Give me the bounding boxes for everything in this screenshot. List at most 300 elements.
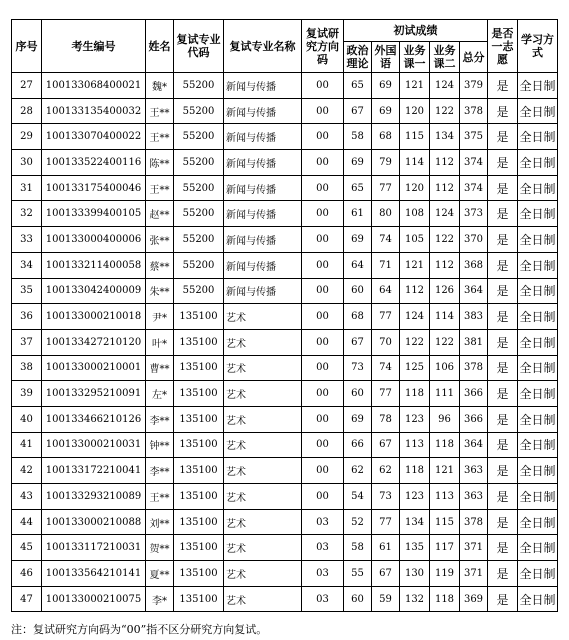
foreign-lang-score-cell: 74 bbox=[372, 227, 400, 253]
table-row bbox=[12, 432, 558, 458]
foreign-lang-score-cell: 70 bbox=[372, 329, 400, 355]
major-code-cell: 135100 bbox=[174, 509, 224, 535]
course1-score-cell: 123 bbox=[400, 406, 430, 432]
name-cell: 李** bbox=[146, 406, 174, 432]
direction-code-cell: 00 bbox=[302, 73, 344, 99]
total-score-cell: 366 bbox=[460, 381, 488, 407]
table-row bbox=[12, 98, 558, 124]
foreign-lang-score-cell: 67 bbox=[372, 561, 400, 587]
header-major-code: 复试专业代码 bbox=[174, 20, 224, 73]
politics-score-cell: 69 bbox=[344, 227, 372, 253]
politics-score-cell: 68 bbox=[344, 304, 372, 330]
course2-score-cell: 111 bbox=[430, 381, 460, 407]
study-mode-cell: 全日制 bbox=[518, 304, 558, 330]
course1-score-cell: 123 bbox=[400, 484, 430, 510]
major-code-cell: 135100 bbox=[174, 561, 224, 587]
direction-code-cell: 00 bbox=[302, 201, 344, 227]
total-score-cell: 383 bbox=[460, 304, 488, 330]
study-mode-cell: 全日制 bbox=[518, 484, 558, 510]
study-mode-cell: 全日制 bbox=[518, 278, 558, 304]
foreign-lang-score-cell: 74 bbox=[372, 355, 400, 381]
direction-code-cell: 00 bbox=[302, 406, 344, 432]
study-mode-cell: 全日制 bbox=[518, 535, 558, 561]
politics-score-cell: 60 bbox=[344, 381, 372, 407]
direction-code-cell: 00 bbox=[302, 150, 344, 176]
major-name-cell: 艺术 bbox=[224, 381, 302, 407]
course2-score-cell: 115 bbox=[430, 509, 460, 535]
politics-score-cell: 58 bbox=[344, 535, 372, 561]
major-name-cell: 艺术 bbox=[224, 458, 302, 484]
table-header bbox=[12, 20, 558, 73]
course2-score-cell: 134 bbox=[430, 124, 460, 150]
table-row bbox=[12, 278, 558, 304]
study-mode-cell: 全日制 bbox=[518, 73, 558, 99]
table-row bbox=[12, 484, 558, 510]
politics-score-cell: 55 bbox=[344, 561, 372, 587]
foreign-lang-score-cell: 79 bbox=[372, 150, 400, 176]
study-mode-cell: 全日制 bbox=[518, 98, 558, 124]
exam-id-cell: 100133000400006 bbox=[42, 227, 146, 253]
total-score-cell: 375 bbox=[460, 124, 488, 150]
course1-score-cell: 115 bbox=[400, 124, 430, 150]
major-code-cell: 55200 bbox=[174, 150, 224, 176]
course1-score-cell: 121 bbox=[400, 73, 430, 99]
exam-id-cell: 100133000210088 bbox=[42, 509, 146, 535]
seq-cell: 41 bbox=[12, 432, 42, 458]
name-cell: 李** bbox=[146, 458, 174, 484]
study-mode-cell: 全日制 bbox=[518, 175, 558, 201]
study-mode-cell: 全日制 bbox=[518, 509, 558, 535]
course1-score-cell: 114 bbox=[400, 150, 430, 176]
header-seq: 序号 bbox=[12, 20, 42, 73]
name-cell: 魏* bbox=[146, 73, 174, 99]
total-score-cell: 373 bbox=[460, 201, 488, 227]
direction-code-cell: 03 bbox=[302, 586, 344, 612]
direction-code-cell: 00 bbox=[302, 381, 344, 407]
seq-cell: 47 bbox=[12, 586, 42, 612]
table-row bbox=[12, 252, 558, 278]
table-row bbox=[12, 381, 558, 407]
direction-code-cell: 00 bbox=[302, 227, 344, 253]
course1-score-cell: 120 bbox=[400, 98, 430, 124]
first-choice-cell: 是 bbox=[488, 124, 518, 150]
direction-code-cell: 00 bbox=[302, 252, 344, 278]
major-code-cell: 135100 bbox=[174, 535, 224, 561]
course2-score-cell: 118 bbox=[430, 432, 460, 458]
exam-id-cell: 100133175400046 bbox=[42, 175, 146, 201]
exam-id-cell: 100133000210031 bbox=[42, 432, 146, 458]
table-row bbox=[12, 304, 558, 330]
table-row bbox=[12, 227, 558, 253]
foreign-lang-score-cell: 62 bbox=[372, 458, 400, 484]
name-cell: 夏** bbox=[146, 561, 174, 587]
direction-code-cell: 00 bbox=[302, 484, 344, 510]
major-code-cell: 55200 bbox=[174, 124, 224, 150]
course1-score-cell: 105 bbox=[400, 227, 430, 253]
first-choice-cell: 是 bbox=[488, 458, 518, 484]
major-name-cell: 新闻与传播 bbox=[224, 175, 302, 201]
header-course1: 业务课一 bbox=[400, 42, 430, 73]
study-mode-cell: 全日制 bbox=[518, 201, 558, 227]
foreign-lang-score-cell: 77 bbox=[372, 175, 400, 201]
table-row bbox=[12, 355, 558, 381]
course1-score-cell: 130 bbox=[400, 561, 430, 587]
foreign-lang-score-cell: 71 bbox=[372, 252, 400, 278]
seq-cell: 32 bbox=[12, 201, 42, 227]
foreign-lang-score-cell: 69 bbox=[372, 73, 400, 99]
score-table bbox=[11, 19, 558, 612]
foreign-lang-score-cell: 77 bbox=[372, 381, 400, 407]
course1-score-cell: 112 bbox=[400, 278, 430, 304]
total-score-cell: 369 bbox=[460, 586, 488, 612]
course2-score-cell: 112 bbox=[430, 175, 460, 201]
course1-score-cell: 125 bbox=[400, 355, 430, 381]
name-cell: 王** bbox=[146, 484, 174, 510]
name-cell: 王** bbox=[146, 175, 174, 201]
course2-score-cell: 119 bbox=[430, 561, 460, 587]
major-name-cell: 新闻与传播 bbox=[224, 227, 302, 253]
course2-score-cell: 112 bbox=[430, 252, 460, 278]
first-choice-cell: 是 bbox=[488, 175, 518, 201]
exam-id-cell: 100133042400009 bbox=[42, 278, 146, 304]
name-cell: 王** bbox=[146, 124, 174, 150]
first-choice-cell: 是 bbox=[488, 227, 518, 253]
major-name-cell: 艺术 bbox=[224, 535, 302, 561]
seq-cell: 40 bbox=[12, 406, 42, 432]
foreign-lang-score-cell: 59 bbox=[372, 586, 400, 612]
study-mode-cell: 全日制 bbox=[518, 561, 558, 587]
major-name-cell: 艺术 bbox=[224, 586, 302, 612]
study-mode-cell: 全日制 bbox=[518, 586, 558, 612]
name-cell: 王** bbox=[146, 98, 174, 124]
name-cell: 赵** bbox=[146, 201, 174, 227]
header-foreign-lang: 外国语 bbox=[372, 42, 400, 73]
exam-id-cell: 100133070400022 bbox=[42, 124, 146, 150]
foreign-lang-score-cell: 78 bbox=[372, 406, 400, 432]
politics-score-cell: 54 bbox=[344, 484, 372, 510]
total-score-cell: 364 bbox=[460, 432, 488, 458]
exam-id-cell: 100133399400105 bbox=[42, 201, 146, 227]
first-choice-cell: 是 bbox=[488, 304, 518, 330]
first-choice-cell: 是 bbox=[488, 406, 518, 432]
seq-cell: 31 bbox=[12, 175, 42, 201]
major-code-cell: 55200 bbox=[174, 98, 224, 124]
course2-score-cell: 122 bbox=[430, 329, 460, 355]
major-name-cell: 艺术 bbox=[224, 509, 302, 535]
first-choice-cell: 是 bbox=[488, 278, 518, 304]
total-score-cell: 368 bbox=[460, 252, 488, 278]
course2-score-cell: 118 bbox=[430, 586, 460, 612]
name-cell: 尹* bbox=[146, 304, 174, 330]
politics-score-cell: 65 bbox=[344, 73, 372, 99]
total-score-cell: 364 bbox=[460, 278, 488, 304]
course2-score-cell: 122 bbox=[430, 98, 460, 124]
foreign-lang-score-cell: 80 bbox=[372, 201, 400, 227]
footnote: 注：复试研究方向码为“00”指不区分研究方向复试。 bbox=[11, 623, 268, 636]
course2-score-cell: 117 bbox=[430, 535, 460, 561]
course2-score-cell: 122 bbox=[430, 227, 460, 253]
exam-id-cell: 100133427210120 bbox=[42, 329, 146, 355]
major-name-cell: 新闻与传播 bbox=[224, 252, 302, 278]
header-course2: 业务课二 bbox=[430, 42, 460, 73]
exam-id-cell: 100133211400058 bbox=[42, 252, 146, 278]
name-cell: 叶* bbox=[146, 329, 174, 355]
first-choice-cell: 是 bbox=[488, 252, 518, 278]
course2-score-cell: 112 bbox=[430, 150, 460, 176]
study-mode-cell: 全日制 bbox=[518, 252, 558, 278]
table-row bbox=[12, 586, 558, 612]
course2-score-cell: 96 bbox=[430, 406, 460, 432]
seq-cell: 43 bbox=[12, 484, 42, 510]
total-score-cell: 366 bbox=[460, 406, 488, 432]
exam-id-cell: 100133295210091 bbox=[42, 381, 146, 407]
seq-cell: 37 bbox=[12, 329, 42, 355]
seq-cell: 29 bbox=[12, 124, 42, 150]
major-code-cell: 135100 bbox=[174, 586, 224, 612]
politics-score-cell: 67 bbox=[344, 329, 372, 355]
politics-score-cell: 62 bbox=[344, 458, 372, 484]
major-code-cell: 135100 bbox=[174, 432, 224, 458]
exam-id-cell: 100133068400021 bbox=[42, 73, 146, 99]
major-code-cell: 135100 bbox=[174, 406, 224, 432]
seq-cell: 46 bbox=[12, 561, 42, 587]
first-choice-cell: 是 bbox=[488, 484, 518, 510]
seq-cell: 38 bbox=[12, 355, 42, 381]
politics-score-cell: 60 bbox=[344, 586, 372, 612]
total-score-cell: 370 bbox=[460, 227, 488, 253]
politics-score-cell: 69 bbox=[344, 150, 372, 176]
study-mode-cell: 全日制 bbox=[518, 124, 558, 150]
exam-id-cell: 100133522400116 bbox=[42, 150, 146, 176]
first-choice-cell: 是 bbox=[488, 73, 518, 99]
header-exam-id: 考生编号 bbox=[42, 20, 146, 73]
major-name-cell: 新闻与传播 bbox=[224, 150, 302, 176]
direction-code-cell: 00 bbox=[302, 175, 344, 201]
politics-score-cell: 73 bbox=[344, 355, 372, 381]
first-choice-cell: 是 bbox=[488, 355, 518, 381]
course1-score-cell: 122 bbox=[400, 329, 430, 355]
course1-score-cell: 124 bbox=[400, 304, 430, 330]
study-mode-cell: 全日制 bbox=[518, 406, 558, 432]
politics-score-cell: 60 bbox=[344, 278, 372, 304]
direction-code-cell: 00 bbox=[302, 355, 344, 381]
study-mode-cell: 全日制 bbox=[518, 381, 558, 407]
total-score-cell: 363 bbox=[460, 458, 488, 484]
course1-score-cell: 120 bbox=[400, 175, 430, 201]
header-prelim-scores: 初试成绩 bbox=[344, 20, 488, 42]
exam-id-cell: 100133293210089 bbox=[42, 484, 146, 510]
exam-id-cell: 100133000210018 bbox=[42, 304, 146, 330]
total-score-cell: 374 bbox=[460, 175, 488, 201]
direction-code-cell: 00 bbox=[302, 304, 344, 330]
course2-score-cell: 106 bbox=[430, 355, 460, 381]
header-politics: 政治理论 bbox=[344, 42, 372, 73]
name-cell: 钟** bbox=[146, 432, 174, 458]
direction-code-cell: 00 bbox=[302, 458, 344, 484]
table-row bbox=[12, 406, 558, 432]
total-score-cell: 371 bbox=[460, 561, 488, 587]
course1-score-cell: 132 bbox=[400, 586, 430, 612]
exam-id-cell: 100133564210141 bbox=[42, 561, 146, 587]
total-score-cell: 378 bbox=[460, 98, 488, 124]
header-total: 总分 bbox=[460, 42, 488, 73]
first-choice-cell: 是 bbox=[488, 586, 518, 612]
name-cell: 左* bbox=[146, 381, 174, 407]
table-row bbox=[12, 329, 558, 355]
first-choice-cell: 是 bbox=[488, 535, 518, 561]
exam-id-cell: 100133117210031 bbox=[42, 535, 146, 561]
course1-score-cell: 118 bbox=[400, 381, 430, 407]
major-name-cell: 新闻与传播 bbox=[224, 98, 302, 124]
direction-code-cell: 00 bbox=[302, 278, 344, 304]
first-choice-cell: 是 bbox=[488, 329, 518, 355]
first-choice-cell: 是 bbox=[488, 98, 518, 124]
seq-cell: 30 bbox=[12, 150, 42, 176]
first-choice-cell: 是 bbox=[488, 150, 518, 176]
major-name-cell: 艺术 bbox=[224, 355, 302, 381]
total-score-cell: 371 bbox=[460, 535, 488, 561]
table-row bbox=[12, 458, 558, 484]
exam-id-cell: 100133135400032 bbox=[42, 98, 146, 124]
major-code-cell: 55200 bbox=[174, 175, 224, 201]
major-name-cell: 艺术 bbox=[224, 484, 302, 510]
name-cell: 李* bbox=[146, 586, 174, 612]
seq-cell: 35 bbox=[12, 278, 42, 304]
major-code-cell: 135100 bbox=[174, 484, 224, 510]
politics-score-cell: 65 bbox=[344, 175, 372, 201]
exam-id-cell: 100133466210126 bbox=[42, 406, 146, 432]
foreign-lang-score-cell: 61 bbox=[372, 535, 400, 561]
study-mode-cell: 全日制 bbox=[518, 227, 558, 253]
exam-id-cell: 100133000210075 bbox=[42, 586, 146, 612]
name-cell: 贺** bbox=[146, 535, 174, 561]
course1-score-cell: 121 bbox=[400, 252, 430, 278]
table-body bbox=[12, 73, 558, 612]
major-name-cell: 艺术 bbox=[224, 432, 302, 458]
major-code-cell: 135100 bbox=[174, 304, 224, 330]
major-code-cell: 135100 bbox=[174, 381, 224, 407]
major-code-cell: 135100 bbox=[174, 329, 224, 355]
major-name-cell: 新闻与传播 bbox=[224, 124, 302, 150]
name-cell: 朱** bbox=[146, 278, 174, 304]
table-row bbox=[12, 73, 558, 99]
major-name-cell: 艺术 bbox=[224, 561, 302, 587]
table-row bbox=[12, 124, 558, 150]
seq-cell: 39 bbox=[12, 381, 42, 407]
seq-cell: 45 bbox=[12, 535, 42, 561]
total-score-cell: 379 bbox=[460, 73, 488, 99]
direction-code-cell: 03 bbox=[302, 535, 344, 561]
foreign-lang-score-cell: 64 bbox=[372, 278, 400, 304]
direction-code-cell: 03 bbox=[302, 561, 344, 587]
course2-score-cell: 113 bbox=[430, 484, 460, 510]
course1-score-cell: 134 bbox=[400, 509, 430, 535]
politics-score-cell: 69 bbox=[344, 406, 372, 432]
politics-score-cell: 52 bbox=[344, 509, 372, 535]
study-mode-cell: 全日制 bbox=[518, 150, 558, 176]
table-row bbox=[12, 175, 558, 201]
first-choice-cell: 是 bbox=[488, 381, 518, 407]
direction-code-cell: 00 bbox=[302, 329, 344, 355]
exam-id-cell: 100133000210001 bbox=[42, 355, 146, 381]
header-major-name: 复试专业名称 bbox=[224, 20, 302, 73]
exam-id-cell: 100133172210041 bbox=[42, 458, 146, 484]
politics-score-cell: 64 bbox=[344, 252, 372, 278]
name-cell: 刘** bbox=[146, 509, 174, 535]
seq-cell: 42 bbox=[12, 458, 42, 484]
header-first-choice: 是否一志愿 bbox=[488, 20, 518, 73]
name-cell: 蔡** bbox=[146, 252, 174, 278]
major-name-cell: 艺术 bbox=[224, 406, 302, 432]
first-choice-cell: 是 bbox=[488, 561, 518, 587]
politics-score-cell: 58 bbox=[344, 124, 372, 150]
foreign-lang-score-cell: 69 bbox=[372, 98, 400, 124]
course1-score-cell: 118 bbox=[400, 458, 430, 484]
foreign-lang-score-cell: 73 bbox=[372, 484, 400, 510]
seq-cell: 34 bbox=[12, 252, 42, 278]
name-cell: 曹** bbox=[146, 355, 174, 381]
course1-score-cell: 108 bbox=[400, 201, 430, 227]
total-score-cell: 363 bbox=[460, 484, 488, 510]
total-score-cell: 378 bbox=[460, 355, 488, 381]
header-name: 姓名 bbox=[146, 20, 174, 73]
header-direction-code: 复试研究方向码 bbox=[302, 20, 344, 73]
course2-score-cell: 124 bbox=[430, 201, 460, 227]
name-cell: 张** bbox=[146, 227, 174, 253]
foreign-lang-score-cell: 68 bbox=[372, 124, 400, 150]
table-row bbox=[12, 561, 558, 587]
politics-score-cell: 66 bbox=[344, 432, 372, 458]
course2-score-cell: 124 bbox=[430, 73, 460, 99]
foreign-lang-score-cell: 77 bbox=[372, 509, 400, 535]
major-name-cell: 新闻与传播 bbox=[224, 73, 302, 99]
course1-score-cell: 135 bbox=[400, 535, 430, 561]
politics-score-cell: 67 bbox=[344, 98, 372, 124]
direction-code-cell: 03 bbox=[302, 509, 344, 535]
seq-cell: 44 bbox=[12, 509, 42, 535]
table-row bbox=[12, 535, 558, 561]
major-code-cell: 55200 bbox=[174, 227, 224, 253]
major-code-cell: 55200 bbox=[174, 278, 224, 304]
course1-score-cell: 113 bbox=[400, 432, 430, 458]
course2-score-cell: 121 bbox=[430, 458, 460, 484]
total-score-cell: 374 bbox=[460, 150, 488, 176]
politics-score-cell: 61 bbox=[344, 201, 372, 227]
total-score-cell: 378 bbox=[460, 509, 488, 535]
major-code-cell: 55200 bbox=[174, 73, 224, 99]
study-mode-cell: 全日制 bbox=[518, 432, 558, 458]
direction-code-cell: 00 bbox=[302, 98, 344, 124]
seq-cell: 28 bbox=[12, 98, 42, 124]
study-mode-cell: 全日制 bbox=[518, 355, 558, 381]
header-study-mode: 学习方式 bbox=[518, 20, 558, 73]
first-choice-cell: 是 bbox=[488, 509, 518, 535]
direction-code-cell: 00 bbox=[302, 124, 344, 150]
course2-score-cell: 114 bbox=[430, 304, 460, 330]
study-mode-cell: 全日制 bbox=[518, 458, 558, 484]
seq-cell: 33 bbox=[12, 227, 42, 253]
major-code-cell: 55200 bbox=[174, 252, 224, 278]
first-choice-cell: 是 bbox=[488, 432, 518, 458]
name-cell: 陈** bbox=[146, 150, 174, 176]
major-name-cell: 新闻与传播 bbox=[224, 201, 302, 227]
foreign-lang-score-cell: 67 bbox=[372, 432, 400, 458]
seq-cell: 36 bbox=[12, 304, 42, 330]
major-code-cell: 55200 bbox=[174, 201, 224, 227]
major-code-cell: 135100 bbox=[174, 458, 224, 484]
table-row bbox=[12, 509, 558, 535]
direction-code-cell: 00 bbox=[302, 432, 344, 458]
